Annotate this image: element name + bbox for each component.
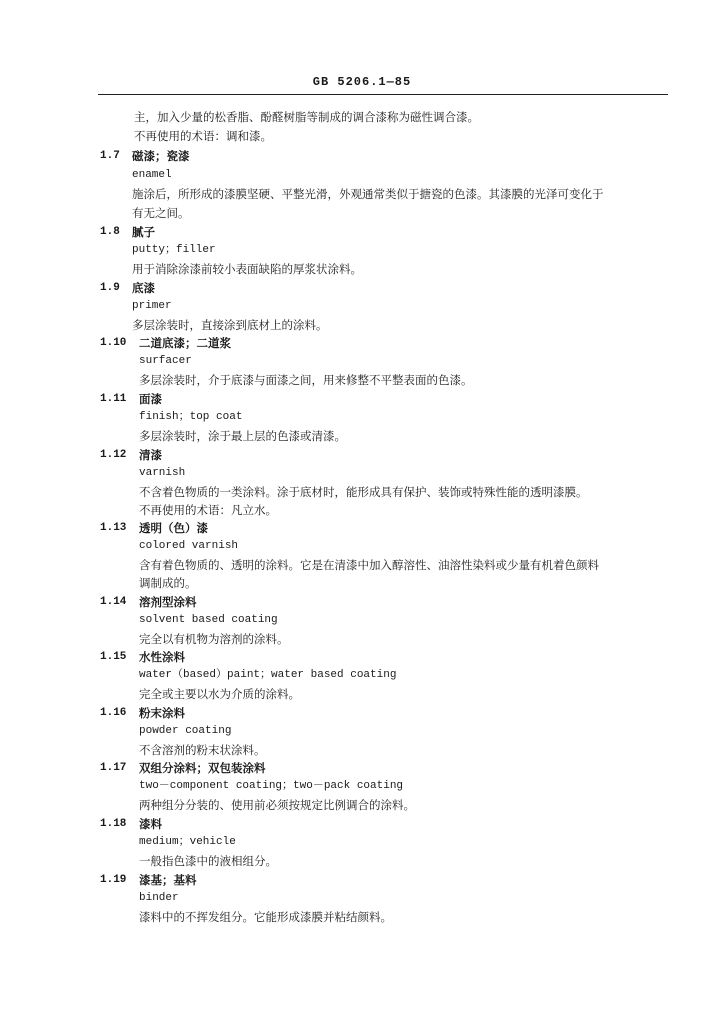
- entry-number: 1.7: [100, 150, 120, 162]
- entry-definition: 不含着色物质的一类涂料。涂于底材时，能形成具有保护、装饰或特殊性能的透明漆膜。: [139, 485, 588, 499]
- entry-definition: 两种组分分装的、使用前必须按规定比例调合的涂料。: [139, 798, 415, 812]
- entry-term: 双组分涂料；双包装涂料: [139, 761, 266, 775]
- entry-term: 漆料: [139, 817, 162, 831]
- entry-term: 透明（色）漆: [139, 521, 208, 535]
- entry-number: 1.16: [100, 707, 127, 719]
- entry-number: 1.14: [100, 596, 127, 608]
- entry-number: 1.9: [100, 282, 120, 294]
- entry-definition: 多层涂装时，涂于最上层的色漆或清漆。: [139, 429, 346, 443]
- entry-term: 面漆: [139, 392, 162, 406]
- entry-number: 1.17: [100, 762, 127, 774]
- entry-english: varnish: [139, 467, 186, 479]
- entry-definition: 不含溶剂的粉末状涂料。: [139, 743, 266, 757]
- page-header-code: GB 5206.1—85: [312, 75, 412, 89]
- entry-term: 磁漆；瓷漆: [132, 149, 190, 163]
- entry-definition: 完全以有机物为溶剂的涂料。: [139, 632, 289, 646]
- entry-term: 溶剂型涂料: [139, 595, 197, 609]
- entry-definition: 完全或主要以水为介质的涂料。: [139, 687, 300, 701]
- entry-number: 1.18: [100, 818, 127, 830]
- entry-number: 1.13: [100, 522, 127, 534]
- entry-english: finish；top coat: [139, 411, 243, 423]
- entry-number: 1.15: [100, 651, 127, 663]
- entry-english: surfacer: [139, 355, 192, 367]
- entry-definition-cont: 不再使用的术语：凡立水。: [139, 503, 277, 517]
- entry-english: colored varnish: [139, 540, 239, 552]
- entry-english: enamel: [132, 169, 172, 181]
- entry-number: 1.8: [100, 226, 120, 238]
- intro-line-1: 主，加入少量的松香脂、酚醛树脂等制成的调合漆称为磁性调合漆。: [134, 110, 479, 124]
- entry-term: 底漆: [132, 281, 155, 295]
- entry-english: water（based）paint；water based coating: [139, 669, 397, 681]
- entry-definition: 用于消除涂漆前较小表面缺陷的厚浆状涂料。: [132, 262, 362, 276]
- entry-term: 腻子: [132, 225, 155, 239]
- entry-definition: 多层涂装时，介于底漆与面漆之间，用来修整不平整表面的色漆。: [139, 373, 473, 387]
- entry-term: 漆基；基料: [139, 873, 197, 887]
- entry-definition: 漆料中的不挥发组分。它能形成漆膜并粘结颜料。: [139, 910, 392, 924]
- entry-english: putty；filler: [132, 244, 216, 256]
- entry-term: 二道底漆；二道浆: [139, 336, 231, 350]
- entry-english: binder: [139, 892, 179, 904]
- entry-term: 水性涂料: [139, 650, 185, 664]
- entry-number: 1.11: [100, 393, 127, 405]
- entry-definition-cont: 有无之间。: [132, 206, 190, 220]
- entry-english: primer: [132, 300, 172, 312]
- entry-term: 粉末涂料: [139, 706, 185, 720]
- entry-english: solvent based coating: [139, 614, 278, 626]
- entry-english: powder coating: [139, 725, 232, 737]
- entry-number: 1.19: [100, 874, 127, 886]
- entry-number: 1.10: [100, 337, 127, 349]
- entry-number: 1.12: [100, 449, 127, 461]
- entry-definition: 一般指色漆中的液相组分。: [139, 854, 277, 868]
- entry-definition: 多层涂装时，直接涂到底材上的涂料。: [132, 318, 328, 332]
- entry-definition-cont: 调制成的。: [139, 576, 197, 590]
- entry-definition: 施涂后，所形成的漆膜坚硬、平整光滑，外观通常类似于搪瓷的色漆。其漆膜的光泽可变化于: [132, 187, 604, 201]
- header-rule: [98, 94, 668, 95]
- entry-term: 清漆: [139, 448, 162, 462]
- intro-line-2: 不再使用的术语：调和漆。: [134, 129, 272, 143]
- entry-english: medium；vehicle: [139, 836, 236, 848]
- entry-english: two－component coating；two－pack coating: [139, 780, 404, 792]
- entry-definition: 含有着色物质的、透明的涂料。它是在清漆中加入醇溶性、油溶性染料或少量有机着色颜料: [139, 558, 599, 572]
